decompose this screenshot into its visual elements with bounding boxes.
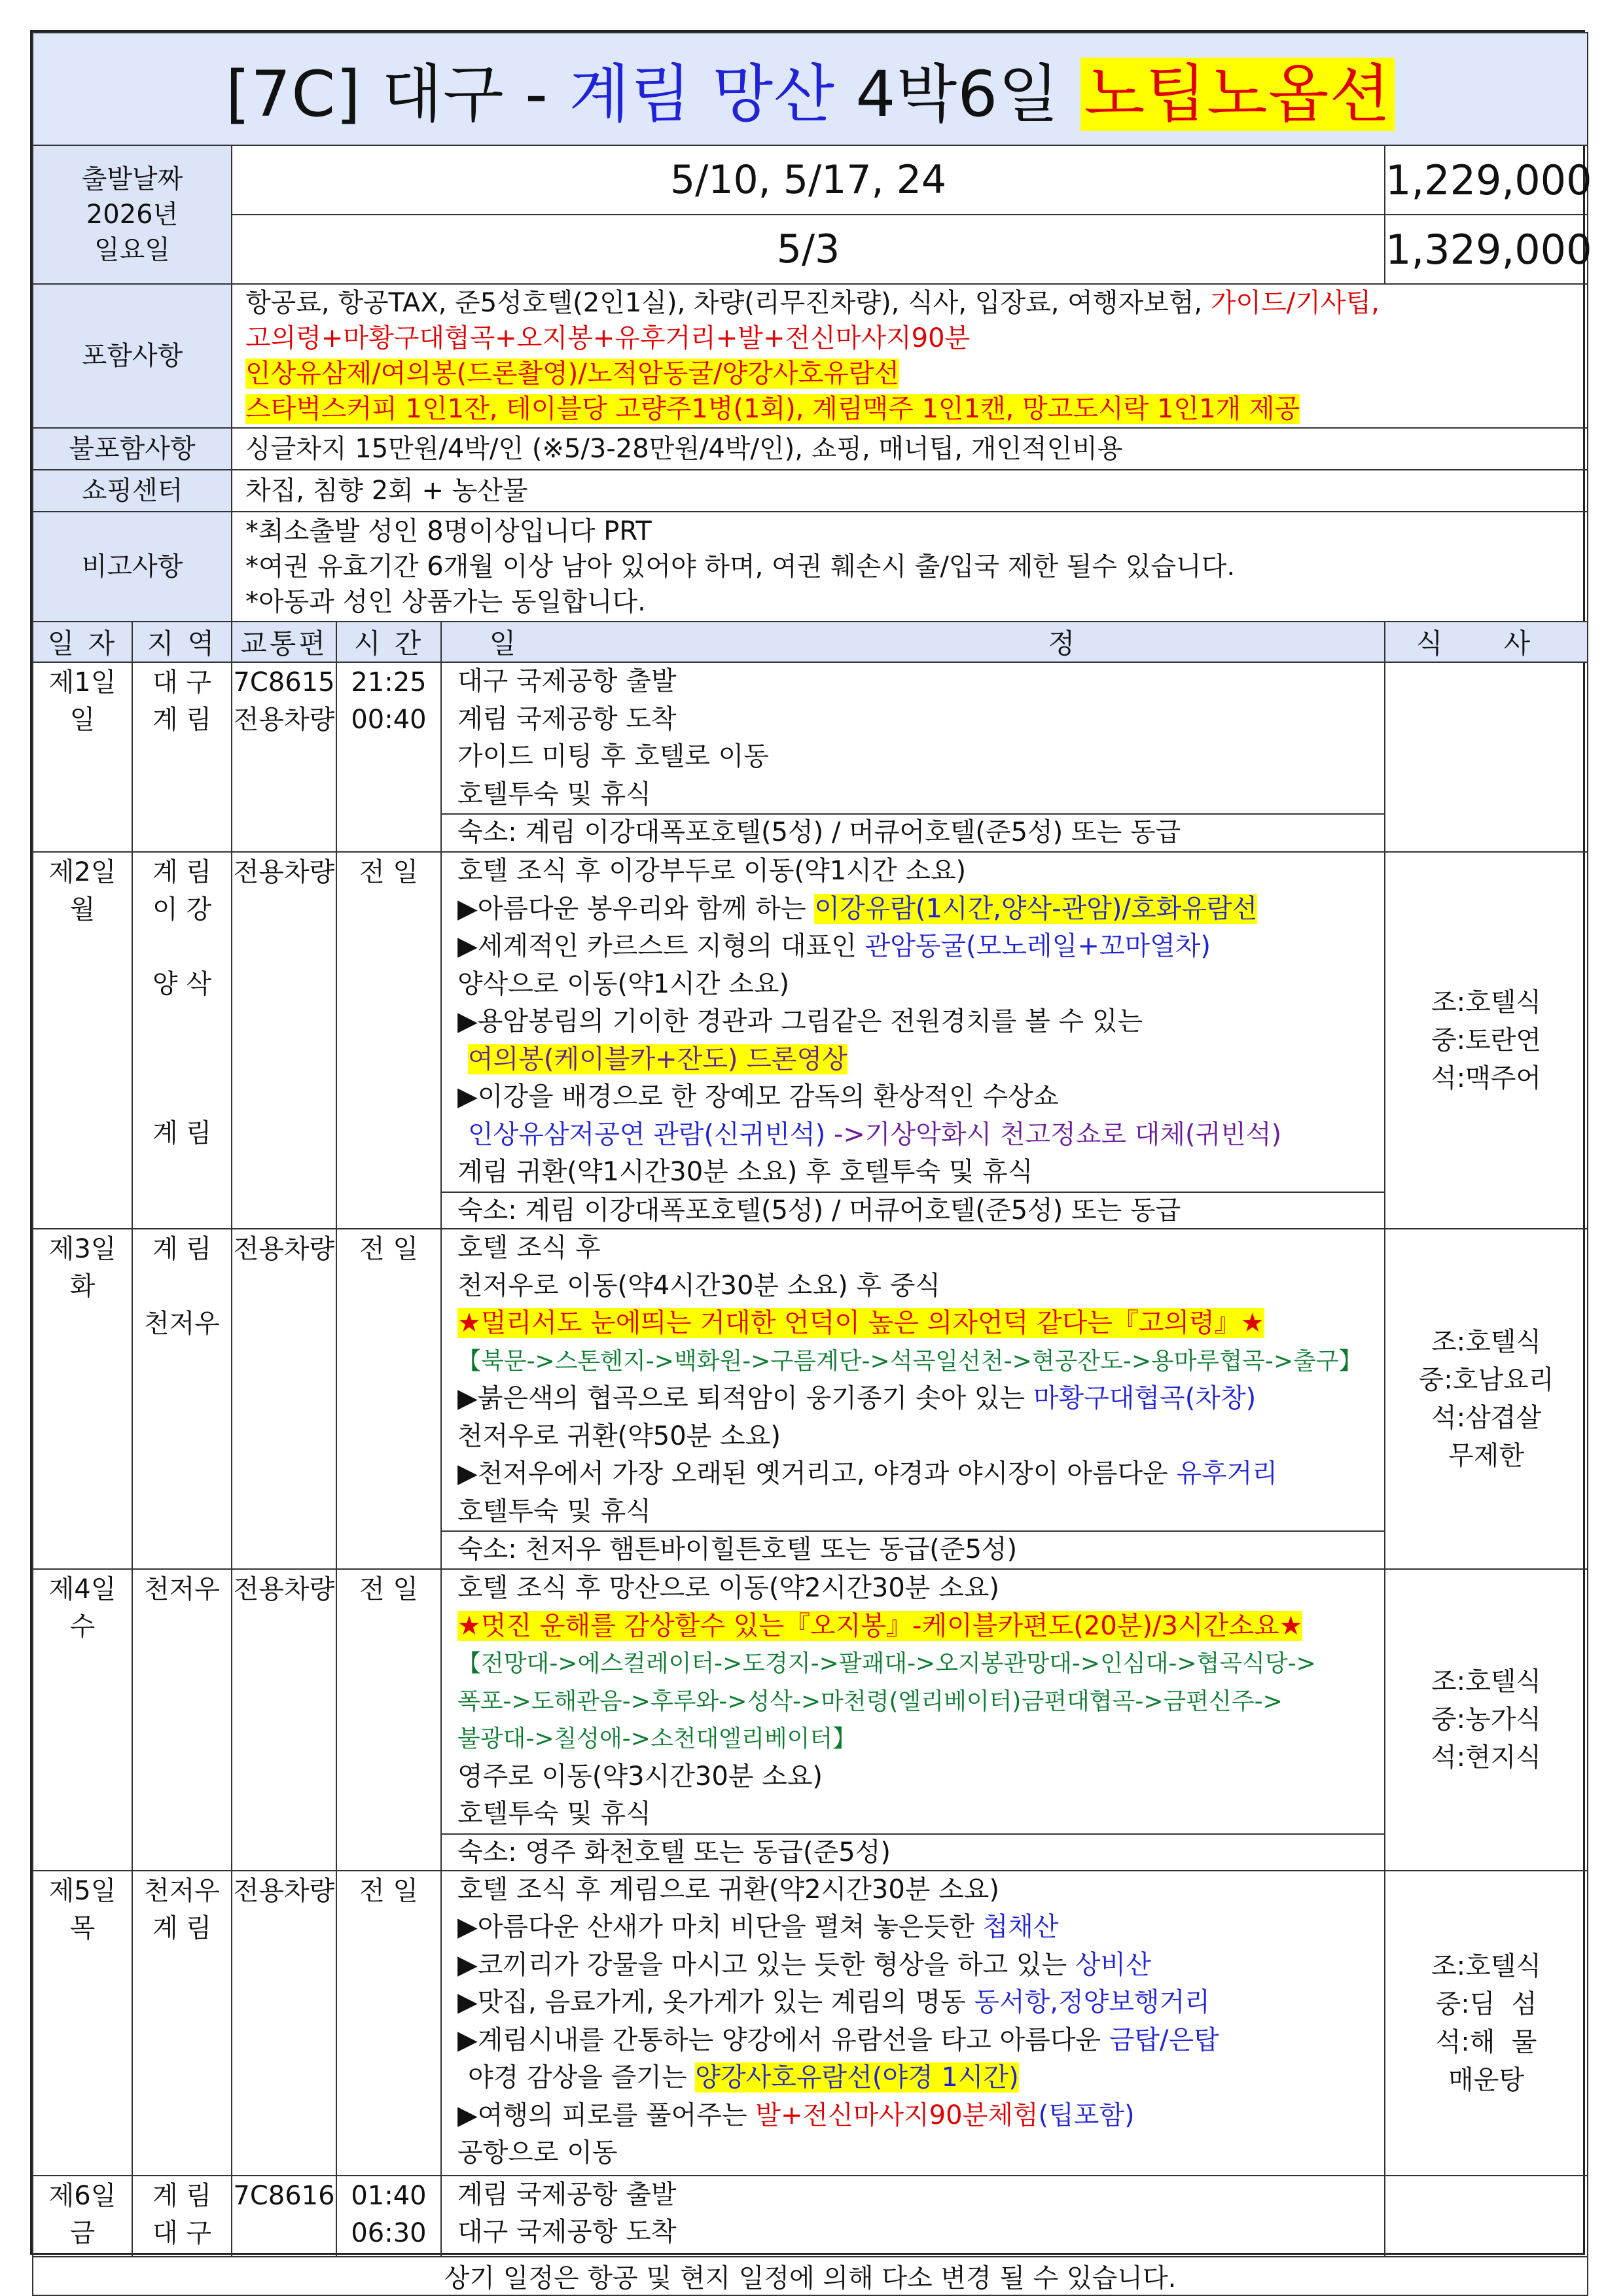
day3-accommodation: 숙소: 천저우 햄튼바이힐튼호텔 또는 동급(준5성) [442, 1530, 1384, 1567]
day5-meals: 조:호텔식 중:딤 섬 석:해 물 매운탕 [1385, 1871, 1588, 2176]
excluded-label: 불포함사항 [33, 428, 232, 470]
title-destination: 계림 망산 [569, 57, 835, 131]
day5-row: 제5일 목 천저우 계 림 전용차량 전 일 호텔 조식 후 계림으로 귀환(약2시간30분 소요) ▶아름다운 산새가 마치 비단을 펼쳐 놓은듯한 첩채산 ▶코끼리가 강물을 마시고 있는 듯한 형상을 하고 있는 상비산 ▶맛집, 음료가게, 옷가게가 있는 계림의 명동 동서항,정양보행거리 ▶계림시내를 간통하는 양강에서 유람선을 타고 아름다운 금탑/은탑 야경 감상을 즐기는 양강사호유람선(야경 1시간) ▶여행의 피로를 풀어주는 발+전신마사지90분체험(팁포함) 공항으로 이동 조:호텔식 중:딤 섬 석:해 물 매운탕 [33, 1871, 1588, 2176]
day4-row: 제4일 수 천저우 전용차량 전 일 호텔 조식 후 망산으로 이동(약2시간30분 소요) ★멋진 운해를 감상할수 있는『오지봉』-케이블카편도(20분)/3시간소요★ 【전망대->에스컬레이터->도경지->팔괘대->오지봉관망대->인심대->협곡식당-> 폭포->도해관음->후루와->성삭->마천령(엘리베이터)금편대협곡->금편신주-> 불광대->칠성애->소천대엘리베이터】 영주로 이동(약3시간30분 소요) 호텔투숙 및 휴식 숙소: 영주 화천호텔 또는 동급(준5성) 조:호텔식 중:농가식 석:현지식 [33, 1569, 1588, 1871]
day2-row: 제2일 월 계 림 이 강 양 삭 계 림 전용차량 전 일 호텔 조식 후 이강부두로 이동(약1시간 소요) ▶아름다운 봉우리와 함께 하는 이강유람(1시간,양삭-관암)/호화유람선 ▶세계적인 카르스트 지형의 대표인 관암동굴(모노레일+꼬마열차) 양삭으로 이동(약1시간 소요) ▶용암봉림의 기이한 경관과 그림같은 전원경치를 볼 수 있는 여의봉(케이블카+잔도) 드론영상 ▶이강을 배경으로 한 장예모 감독의 환상적인 수상쇼 인상유삼저공연 관람(신귀빈석) ->기상악화시 천고정쇼로 대체(귀빈석) 계림 귀환(약1시간30분 소요) 후 호텔투숙 및 휴식 숙소: 계림 이강대폭포호텔(5성) / 머큐어호텔(준5성) 또는 동급 조:호텔식 중:토란연 석:맥주어 [33, 852, 1588, 1229]
day2-meals: 조:호텔식 중:토란연 석:맥주어 [1385, 852, 1588, 1229]
header-transport: 교통편 [232, 622, 336, 662]
itinerary-sheet [30, 30, 1592, 2293]
header-region: 지 역 [132, 622, 232, 662]
day6-schedule: 계림 국제공항 출발 대구 국제공항 도착 [441, 2176, 1385, 2257]
day2-schedule: 호텔 조식 후 이강부두로 이동(약1시간 소요) ▶아름다운 봉우리와 함께 하는 이강유람(1시간,양삭-관암)/호화유람선 ▶세계적인 카르스트 지형의 대표인 관암동굴(모노레일+꼬마열차) 양삭으로 이동(약1시간 소요) ▶용암봉림의 기이한 경관과 그림같은 전원경치를 볼 수 있는 여의봉(케이블카+잔도) 드론영상 ▶이강을 배경으로 한 장예모 감독의 환상적인 수상쇼 인상유삼저공연 관람(신귀빈석) ->기상악화시 천고정쇼로 대체(귀빈석) 계림 귀환(약1시간30분 소요) 후 호텔투숙 및 휴식 숙소: 계림 이강대폭포호텔(5성) / 머큐어호텔(준5성) 또는 동급 [441, 852, 1385, 1229]
header-schedule: 일 정 [441, 622, 1385, 662]
itinerary-table [32, 32, 1592, 2296]
excluded-text: 싱글차지 15만원/4박/인 (※5/3-28만원/4박/인), 쇼핑, 매너팁, 개인적인비용 [232, 428, 1588, 470]
day4-schedule: 호텔 조식 후 망산으로 이동(약2시간30분 소요) ★멋진 운해를 감상할수 있는『오지봉』-케이블카편도(20분)/3시간소요★ 【전망대->에스컬레이터->도경지->팔괘대->오지봉관망대->인심대->협곡식당-> 폭포->도해관음->후루와->성삭->마천령(엘리베이터)금편대협곡->금편신주-> 불광대->칠성애->소천대엘리베이터】 영주로 이동(약3시간30분 소요) 호텔투숙 및 휴식 숙소: 영주 화천호텔 또는 동급(준5성) [441, 1569, 1385, 1871]
included-text: 항공료, 항공TAX, 준5성호텔(2인1실), 차량(리무진차량), 식사, 입장료, 여행자보험, 가이드/기사팁, 고의령+마황구대협곡+오지봉+유후거리+발+전신마사지90분 인상유삼제/여의봉(드론촬영)/노적암동굴/양강사호유람선 스타벅스커피 1인1잔, 테이블당 고량주1병(1회), 계림맥주 1인1캔, 망고도시락 1인1개 제공 [232, 284, 1588, 428]
day1-row: 제1일 일 대 구 계 림 7C8615 전용차량 21:25 00:40 대구 국제공항 출발 계림 국제공항 도착 가이드 미팅 후 호텔로 이동 호텔투숙 및 휴식 숙소: 계림 이강대폭포호텔(5성) / 머큐어호텔(준5성) 또는 동급 [33, 662, 1588, 852]
day2-accommodation: 숙소: 계림 이강대폭포호텔(5성) / 머큐어호텔(준5성) 또는 동급 [442, 1192, 1384, 1228]
header-meal: 식 사 [1385, 622, 1588, 662]
remarks-label: 비고사항 [33, 512, 232, 622]
shopping-label: 쇼핑센터 [33, 470, 232, 512]
title-badge: 노팁노옵션 [1080, 58, 1395, 131]
page-title [33, 33, 1588, 145]
day6-row: 제6일 금 계 림 대 구 7C8616 01:40 06:30 계림 국제공항 출발 대구 국제공항 도착 [33, 2176, 1588, 2257]
departure-dates: 5/3 [232, 215, 1385, 284]
footer-note: 상기 일정은 항공 및 현지 일정에 의해 다소 변경 될 수 있습니다. [33, 2257, 1588, 2295]
day1-schedule: 대구 국제공항 출발 계림 국제공항 도착 가이드 미팅 후 호텔로 이동 호텔투숙 및 휴식 숙소: 계림 이강대폭포호텔(5성) / 머큐어호텔(준5성) 또는 동급 [441, 662, 1385, 852]
day4-meals: 조:호텔식 중:농가식 석:현지식 [1385, 1569, 1588, 1871]
price: 1,329,000 [1385, 215, 1588, 284]
remarks-text: *최소출발 성인 8명이상입니다 PRT *여권 유효기간 6개월 이상 남아 있어야 하며, 여권 훼손시 출/입국 제한 될수 있습니다. *아동과 성인 상품가는 동일합니다. [232, 512, 1588, 622]
title-part1: [7C] 대구 - [225, 57, 569, 131]
departure-dates: 5/10, 5/17, 24 [232, 145, 1385, 215]
header-time: 시 간 [336, 622, 441, 662]
day3-meals: 조:호텔식 중:호남요리 석:삼겹살 무제한 [1385, 1229, 1588, 1569]
day5-schedule: 호텔 조식 후 계림으로 귀환(약2시간30분 소요) ▶아름다운 산새가 마치 비단을 펼쳐 놓은듯한 첩채산 ▶코끼리가 강물을 마시고 있는 듯한 형상을 하고 있는 상비산 ▶맛집, 음료가게, 옷가게가 있는 계림의 명동 동서항,정양보행거리 ▶계림시내를 간통하는 양강에서 유람선을 타고 아름다운 금탑/은탑 야경 감상을 즐기는 양강사호유람선(야경 1시간) ▶여행의 피로를 풀어주는 발+전신마사지90분체험(팁포함) 공항으로 이동 [441, 1871, 1385, 2176]
header-day: 일 자 [33, 622, 132, 662]
day3-schedule: 호텔 조식 후 천저우로 이동(약4시간30분 소요) 후 중식 ★멀리서도 눈에띄는 거대한 언덕이 높은 의자언덕 같다는『고의령』★ 【북문->스톤헨지->백화원->구름계단->석곡일선천->현공잔도->용마루협곡->출구】 ▶붉은색의 협곡으로 퇴적암이 웅기종기 솟아 있는 마황구대협곡(차창) 천저우로 귀환(약50분 소요) ▶천저우에서 가장 오래된 옛거리고, 야경과 야시장이 아름다운 유후거리 호텔투숙 및 휴식 숙소: 천저우 햄튼바이힐튼호텔 또는 동급(준5성) [441, 1229, 1385, 1569]
departure-label: 출발날짜 2026년 일요일 [33, 145, 232, 284]
day1-accommodation: 숙소: 계림 이강대폭포호텔(5성) / 머큐어호텔(준5성) 또는 동급 [442, 813, 1384, 850]
shopping-text: 차집, 침향 2회 + 농산물 [232, 470, 1588, 512]
price: 1,229,000 [1385, 145, 1588, 215]
title-duration: 4박6일 [834, 57, 1080, 131]
included-label: 포함사항 [33, 284, 232, 428]
day4-accommodation: 숙소: 영주 화천호텔 또는 동급(준5성) [442, 1833, 1384, 1870]
day3-row: 제3일 화 계 림 천저우 전용차량 전 일 호텔 조식 후 천저우로 이동(약4시간30분 소요) 후 중식 ★멀리서도 눈에띄는 거대한 언덕이 높은 의자언덕 같다는『고의령』★ 【북문->스톤헨지->백화원->구름계단->석곡일선천->현공잔도->용마루협곡->출구】 ▶붉은색의 협곡으로 퇴적암이 웅기종기 솟아 있는 마황구대협곡(차창) 천저우로 귀환(약50분 소요) ▶천저우에서 가장 오래된 옛거리고, 야경과 야시장이 아름다운 유후거리 호텔투숙 및 휴식 숙소: 천저우 햄튼바이힐튼호텔 또는 동급(준5성) 조:호텔식 중:호남요리 석:삼겹살 무제한 [33, 1229, 1588, 1569]
